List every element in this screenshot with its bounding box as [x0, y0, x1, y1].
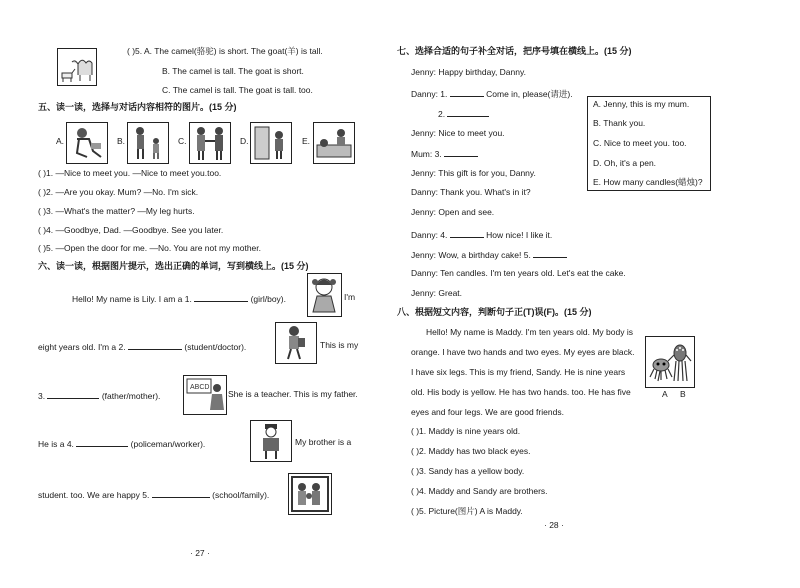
girl-picture	[307, 273, 342, 317]
person-sitting-icon	[67, 123, 107, 163]
sec8-item-1: ( )1. Maddy is nine years old.	[411, 426, 521, 436]
passage-line-2: orange. I have two hands and two eyes. My eyes are black.	[411, 347, 635, 357]
blank-2[interactable]	[128, 340, 182, 350]
camel-goat-picture	[57, 48, 97, 86]
passage-line-4: old. His body is yellow. He has two hands. too. He has five	[411, 387, 631, 397]
sec6-line2-choice: (student/doctor).	[184, 342, 247, 352]
sec6-line1-choice: (girl/boy).	[250, 294, 287, 304]
policeman-icon	[251, 421, 291, 461]
handshake-icon	[190, 123, 230, 163]
blank-4[interactable]	[76, 437, 128, 447]
picture-c	[189, 122, 231, 164]
q5-option-c: C. The camel is tall. The goat is tall. too.	[162, 85, 313, 95]
monsters-icon	[646, 337, 694, 387]
sec6-line3-text: 3.	[38, 391, 46, 401]
sec6-line1-end: I'm	[344, 292, 356, 302]
sec6-line3-choice: (father/mother).	[101, 391, 161, 401]
parent-child-icon	[128, 123, 168, 163]
page-number-28: · 28 ·	[544, 520, 564, 530]
options-box	[587, 96, 711, 191]
sec6-line3-end: She is a teacher. This is my father.	[228, 389, 358, 399]
dialog-blank-2[interactable]	[447, 107, 489, 117]
section-7-header: 七、选择合适的句子补全对话，把序号填在横线上。(15 分)	[397, 46, 632, 56]
dialog-line-2-end: Come in, please(请进).	[486, 89, 573, 99]
picture-d	[250, 122, 292, 164]
monster-label-a: A	[662, 389, 668, 399]
pic-label-c: C.	[178, 136, 187, 146]
section-5-header: 五、读一读，选择与对话内容相符的图片。(15 分)	[38, 102, 237, 112]
sec5-item-1: ( )1. —Nice to meet you. —Nice to meet you.too.	[38, 168, 222, 178]
family-picture	[288, 473, 332, 515]
sec6-line4-end: My brother is a	[295, 437, 352, 447]
student-icon	[276, 323, 316, 363]
sec5-item-3: ( )3. —What's the matter? —My leg hurts.	[38, 206, 195, 216]
pic-label-b: B.	[117, 136, 126, 146]
blank-3[interactable]	[47, 389, 99, 399]
dialog-line-9-end: How nice! I like it.	[486, 230, 553, 240]
sec5-item-2: ( )2. —Are you okay. Mum? —No. I'm sick.	[38, 187, 199, 197]
dialog-line-5	[411, 147, 478, 160]
sec6-line2-end: This is my	[320, 340, 359, 350]
dialog-line-2	[411, 87, 573, 100]
passage-line-5: eyes and four legs. We are good friends.	[411, 407, 564, 417]
option-b: B. Thank you.	[593, 118, 646, 128]
pic-label-e: E.	[302, 136, 311, 146]
sec5-item-4: ( )4. —Goodbye, Dad. —Goodbye. See you later.	[38, 225, 224, 235]
dialog-blank-5[interactable]	[533, 248, 567, 258]
dialog-line-10	[411, 248, 567, 261]
dialog-blank-4[interactable]	[450, 228, 484, 238]
pic-label-d: D.	[240, 136, 249, 146]
camel-goat-icon	[58, 49, 96, 85]
section-8-header: 八、根据短文内容，判断句子正(T)误(F)。(15 分)	[397, 307, 592, 317]
sec8-item-3: ( )3. Sandy has a yellow body.	[411, 466, 525, 476]
teacher-picture	[183, 375, 227, 415]
sec6-line3	[38, 389, 160, 402]
option-c: C. Nice to meet you. too.	[593, 138, 687, 148]
passage-line-3: I have six legs. This is my friend, Sandy. He is nine years	[411, 367, 626, 377]
dialog-line-8: Jenny: Open and see.	[411, 207, 495, 217]
sec8-item-2: ( )2. Maddy has two black eyes.	[411, 446, 531, 456]
dialog-line-4: Jenny: Nice to meet you.	[411, 128, 505, 138]
dialog-blank-3[interactable]	[444, 147, 478, 157]
monsters-picture	[645, 336, 695, 388]
sec6-line4	[38, 437, 205, 450]
option-a: A. Jenny, this is my mum.	[593, 99, 690, 109]
dialog-line-11: Danny: Ten candles. I'm ten years old. Let's eat the cake.	[411, 268, 626, 278]
dialog-line-10-text: Jenny: Wow, a birthday cake! 5.	[411, 250, 531, 260]
dialog-line-7: Danny: Thank you. What's in it?	[411, 187, 531, 197]
girl-icon	[308, 274, 341, 316]
dialog-line-9	[411, 228, 552, 241]
sec6-line1-text: Hello! My name is Lily. I am a 1.	[72, 294, 192, 304]
door-scene-icon	[251, 123, 291, 163]
student-picture	[275, 322, 317, 364]
dialog-line-3-text: 2.	[438, 109, 446, 119]
monster-label-b: B	[680, 389, 686, 399]
dialog-line-2-text: Danny: 1.	[411, 89, 448, 99]
sec6-line4-text: He is a 4.	[38, 439, 74, 449]
dialog-line-12: Jenny: Great.	[411, 288, 463, 298]
dialog-line-1: Jenny: Happy birthday, Danny.	[411, 67, 526, 77]
page-number-27: · 27 ·	[190, 548, 210, 558]
q5-option-a: ( )5. A. The camel(骆驼) is short. The goat(羊) is tall.	[127, 46, 323, 56]
teacher-icon	[184, 376, 226, 414]
sec6-line4-choice: (policeman/worker).	[130, 439, 206, 449]
blank-5[interactable]	[152, 488, 210, 498]
sec8-item-5: ( )5. Picture(图片) A is Maddy.	[411, 506, 523, 516]
sec6-line2	[38, 340, 246, 353]
sec6-line5	[38, 488, 269, 501]
picture-b	[127, 122, 169, 164]
sick-mother-icon	[314, 123, 354, 163]
dialog-line-5-text: Mum: 3.	[411, 149, 442, 159]
section-6-header: 六、读一读，根据图片提示，选出正确的单词，写到横线上。(15 分)	[38, 261, 309, 271]
dialog-line-3	[438, 107, 489, 120]
option-e: E. How many candles(蜡烛)?	[593, 177, 703, 187]
q5-option-b: B. The camel is tall. The goat is short.	[162, 66, 304, 76]
sec6-line5-choice: (school/family).	[212, 490, 270, 500]
picture-a	[66, 122, 108, 164]
dialog-blank-1[interactable]	[450, 87, 484, 97]
pic-label-a: A.	[56, 136, 65, 146]
sec6-line1	[72, 292, 286, 305]
sec5-item-5: ( )5. —Open the door for me. —No. You are not my mother.	[38, 243, 261, 253]
sec6-line2-text: eight years old. I'm a 2.	[38, 342, 126, 352]
picture-e	[313, 122, 355, 164]
family-icon	[289, 474, 331, 514]
passage-line-1: Hello! My name is Maddy. I'm ten years old. My body is	[426, 327, 633, 337]
blank-1[interactable]	[194, 292, 248, 302]
dialog-line-9-text: Danny: 4.	[411, 230, 448, 240]
board-text: ABCD	[190, 384, 210, 391]
option-d: D. Oh, it's a pen.	[593, 158, 657, 168]
sec8-item-4: ( )4. Maddy and Sandy are brothers.	[411, 486, 548, 496]
dialog-line-6: Jenny: This gift is for you, Danny.	[411, 168, 536, 178]
sec6-line5-text: student. too. We are happy 5.	[38, 490, 150, 500]
policeman-picture	[250, 420, 292, 462]
